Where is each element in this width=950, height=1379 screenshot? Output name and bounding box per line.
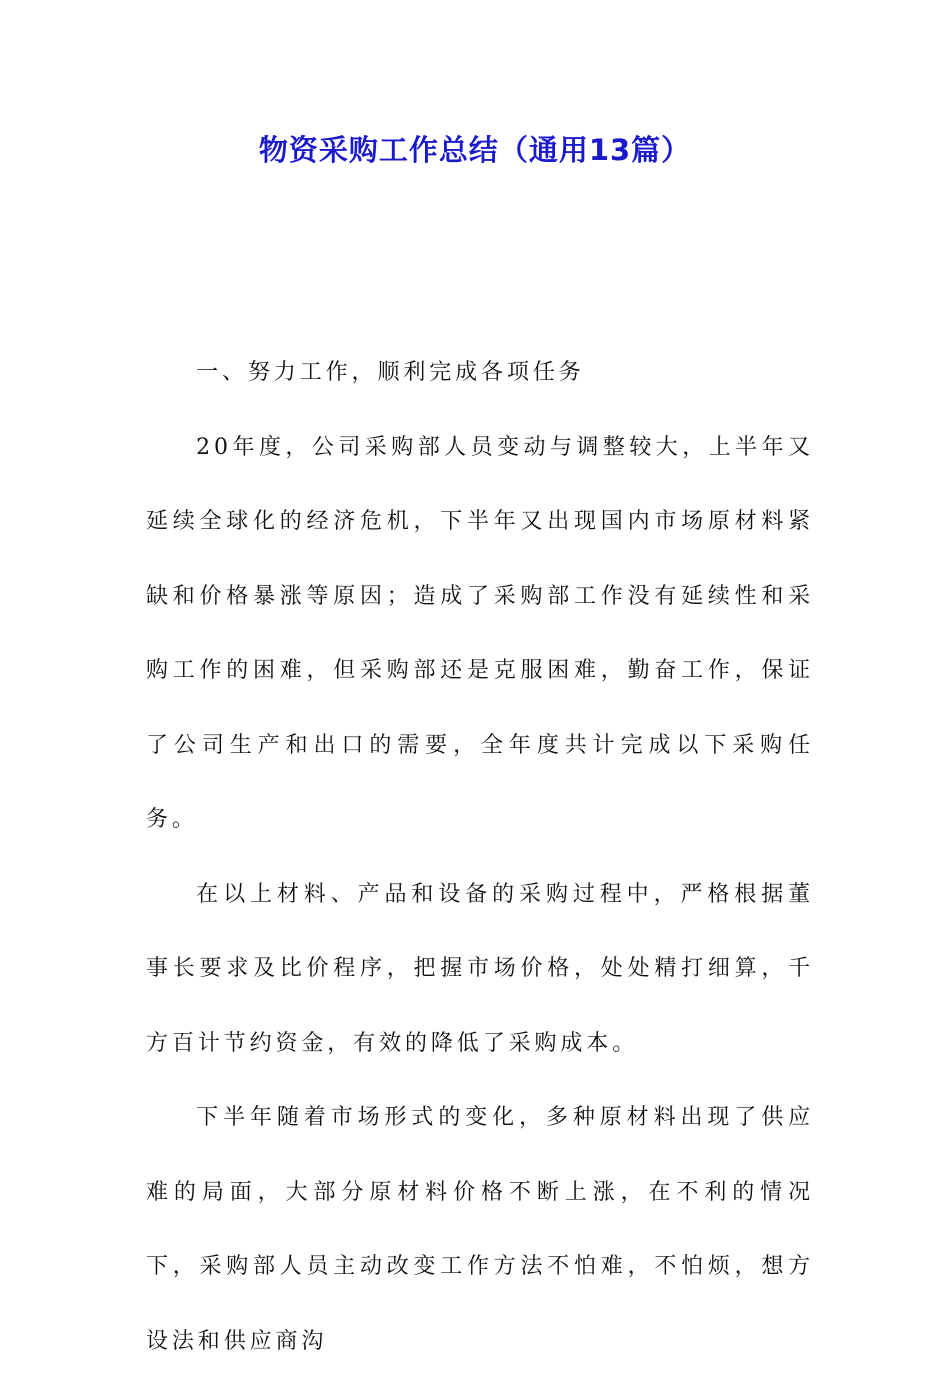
document-title: 物资采购工作总结（通用13篇） (258, 133, 692, 167)
paragraph: 在以上材料、产品和设备的采购过程中，严格根据董事长要求及比价程序，把握市场价格，处处精打细算，千方百计节约资金，有效的降低了采购成本。 (146, 881, 814, 1056)
section-heading: 一、努力工作，顺利完成各项任务 (196, 360, 585, 385)
paragraph: 20年度，公司采购部人员变动与调整较大，上半年又延续全球化的经济危机，下半年又出现国内市场原材料紧缺和价格暴涨等原因；造成了采购部工作没有延续性和采购工作的困难，但采购部还是克服困难，勤奋工作，保证了公司生产和出口的需要，全年度共计完成以下采购任务。 (146, 434, 814, 832)
paragraph: 下半年随着市场形式的变化，多种原材料出现了供应难的局面，大部分原材料价格不断上涨，在不利的情况下，采购部人员主动改变工作方法不怕难，不怕烦，想方设法和供应商沟 (146, 1105, 814, 1354)
document-body (146, 336, 814, 1379)
